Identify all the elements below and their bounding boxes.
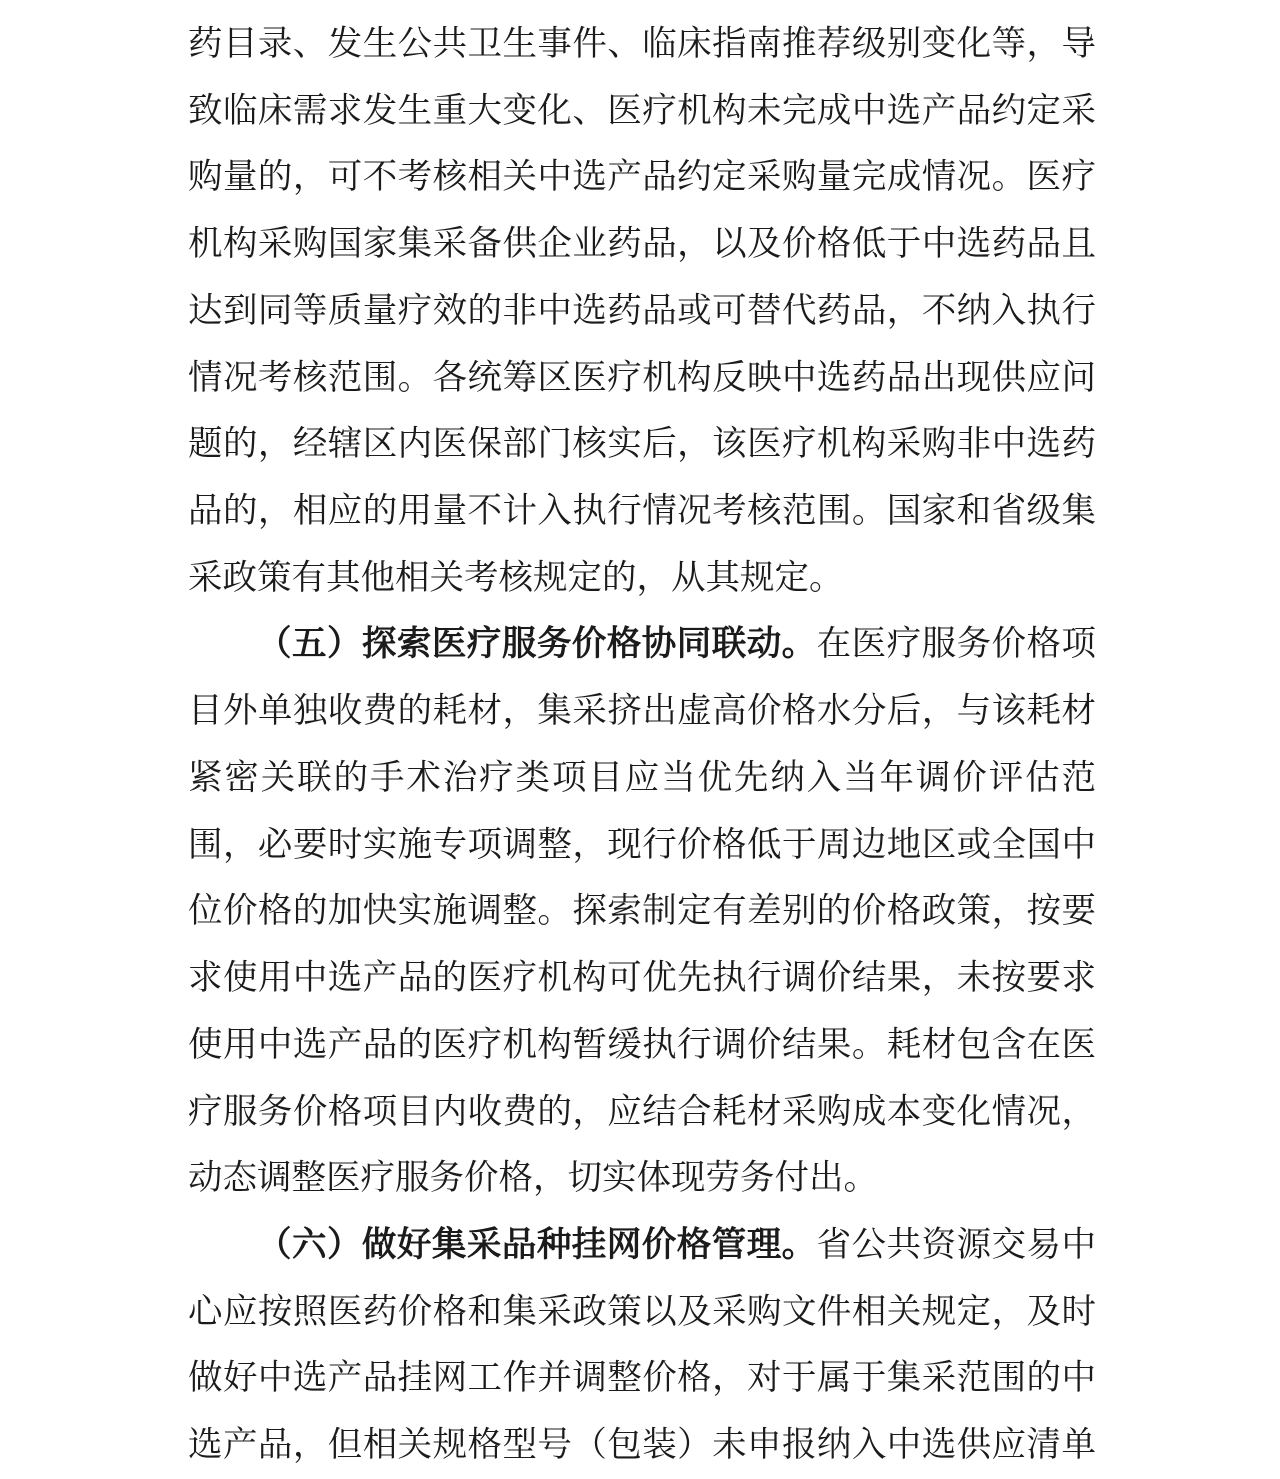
text-line <box>188 945 1096 1012</box>
section-heading: （六）做好集采品种挂网价格管理。 <box>257 1225 817 1264</box>
text-line <box>188 345 1096 412</box>
body-text: 位价格的加快实施调整。探索制定有差别的价格政策，按要 <box>188 892 1096 931</box>
body-text: 疗服务价格项目内收费的，应结合耗材采购成本变化情况， <box>188 1092 1096 1131</box>
text-line <box>188 1345 1096 1412</box>
body-text: 题的，经辖区内医保部门核实后，该医疗机构采购非中选药 <box>188 425 1096 464</box>
text-line <box>188 1145 1096 1212</box>
body-text: 在医疗服务价格项 <box>816 625 1097 664</box>
body-text: 购量的，可不考核相关中选产品约定采购量完成情况。医疗 <box>188 158 1096 197</box>
text-line <box>188 1079 1096 1146</box>
text-line <box>188 411 1096 478</box>
body-text: 求使用中选产品的医疗机构可优先执行调价结果，未按要求 <box>188 959 1096 998</box>
text-line <box>188 478 1096 545</box>
text-line <box>188 745 1096 812</box>
document-text-block <box>188 11 1096 1479</box>
text-line <box>188 144 1096 211</box>
text-line <box>188 11 1096 78</box>
text-line <box>188 278 1096 345</box>
body-text: 目外单独收费的耗材，集采挤出虚高价格水分后，与该耗材 <box>188 692 1096 731</box>
body-text: 省公共资源交易中 <box>816 1225 1097 1264</box>
paragraph-first-line <box>188 611 1096 678</box>
body-text: 药目录、发生公共卫生事件、临床指南推荐级别变化等，导 <box>188 25 1096 63</box>
body-text: 选产品，但相关规格型号（包装）未申报纳入中选供应清单 <box>188 1426 1096 1465</box>
body-text: 品的，相应的用量不计入执行情况考核范围。国家和省级集 <box>188 492 1096 531</box>
text-line <box>188 1279 1096 1346</box>
body-text: 采政策有其他相关考核规定的，从其规定。 <box>188 558 844 597</box>
text-line <box>188 545 1096 612</box>
body-text: 达到同等质量疗效的非中选药品或可替代药品，不纳入执行 <box>188 291 1096 330</box>
body-text: 情况考核范围。各统筹区医疗机构反映中选药品出现供应问 <box>188 358 1096 397</box>
body-text: 紧密关联的手术治疗类项目应当优先纳入当年调价评估范 <box>188 758 1096 797</box>
body-text: 围，必要时实施专项调整，现行价格低于周边地区或全国中 <box>188 825 1096 864</box>
body-text: 机构采购国家集采备供企业药品，以及价格低于中选药品且 <box>188 225 1096 264</box>
section-heading: （五）探索医疗服务价格协同联动。 <box>257 625 817 664</box>
text-line <box>188 812 1096 879</box>
text-line <box>188 1012 1096 1079</box>
body-text: 动态调整医疗服务价格，切实体现劳务付出。 <box>188 1159 878 1198</box>
body-text: 使用中选产品的医疗机构暂缓执行调价结果。耗材包含在医 <box>188 1025 1096 1064</box>
text-line <box>188 878 1096 945</box>
text-line <box>188 678 1096 745</box>
body-text: 致临床需求发生重大变化、医疗机构未完成中选产品约定采 <box>188 91 1096 130</box>
text-line <box>188 1412 1096 1479</box>
paragraph-first-line <box>188 1212 1096 1279</box>
body-text: 做好中选产品挂网工作并调整价格，对于属于集采范围的中 <box>188 1359 1096 1398</box>
body-text: 心应按照医药价格和集采政策以及采购文件相关规定，及时 <box>188 1292 1096 1331</box>
text-line <box>188 211 1096 278</box>
text-line <box>188 78 1096 145</box>
